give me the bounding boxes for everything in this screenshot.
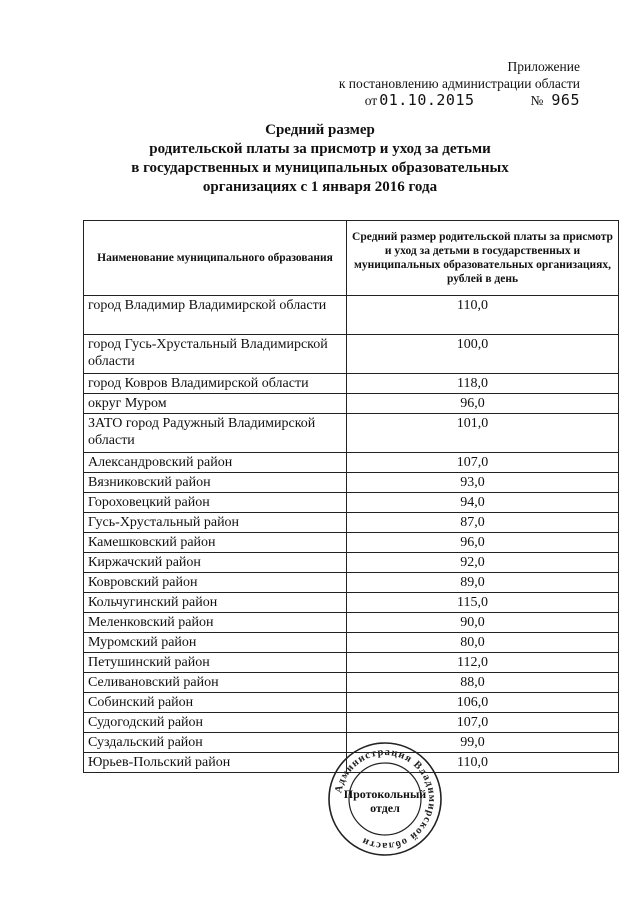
table-body	[84, 296, 619, 773]
fee-value: 80,0	[347, 633, 619, 653]
table-row	[84, 374, 619, 394]
table-row	[84, 653, 619, 673]
table-row	[84, 453, 619, 473]
municipality-name: Селивановский район	[84, 673, 347, 693]
attachment-date-number	[339, 92, 580, 109]
title-line-3: в государственных и муниципальных образовательных	[131, 160, 509, 176]
table-row	[84, 633, 619, 653]
municipality-name: Гусь-Хрустальный район	[84, 513, 347, 533]
table-row	[84, 693, 619, 713]
fee-value: 101,0	[347, 414, 619, 453]
table-row	[84, 394, 619, 414]
fee-value: 88,0	[347, 673, 619, 693]
title-line-1: Средний размер	[265, 122, 375, 138]
fee-value: 110,0	[347, 753, 619, 773]
table-row	[84, 593, 619, 613]
fee-value: 115,0	[347, 593, 619, 613]
municipality-name: Киржачский район	[84, 553, 347, 573]
date-prefix: от	[364, 93, 378, 108]
municipality-name: Меленковский район	[84, 613, 347, 633]
header-municipality: Наименование муниципального образования	[84, 221, 347, 296]
fee-value: 99,0	[347, 733, 619, 753]
handwritten-number: 965	[551, 91, 580, 109]
attachment-title: Приложение	[507, 59, 580, 74]
fee-value: 96,0	[347, 394, 619, 414]
fee-value: 96,0	[347, 533, 619, 553]
table-row	[84, 613, 619, 633]
fee-value: 90,0	[347, 613, 619, 633]
fee-value: 107,0	[347, 453, 619, 473]
stamp-line-1: Протокольный	[343, 787, 427, 801]
municipality-name: Кольчугинский район	[84, 593, 347, 613]
municipality-name: Камешковский район	[84, 533, 347, 553]
table-row	[84, 713, 619, 733]
fee-value: 106,0	[347, 693, 619, 713]
table-row	[84, 335, 619, 374]
table-header-row	[84, 221, 619, 296]
title-line-2: родительской платы за присмотр и уход за детьми	[149, 141, 491, 157]
fee-value: 92,0	[347, 553, 619, 573]
table-row	[84, 473, 619, 493]
title-line-4: организациях с 1 января 2016 года	[202, 179, 438, 195]
municipality-name: город Ковров Владимирской области	[84, 374, 347, 394]
svg-text:Администрация Владимирской обл: Администрация Владимирской области	[333, 746, 438, 852]
municipality-name: Юрьев-Польский район	[84, 753, 347, 773]
municipality-name: Собинский район	[84, 693, 347, 713]
table-row	[84, 573, 619, 593]
fee-value: 110,0	[347, 296, 619, 335]
fee-value: 107,0	[347, 713, 619, 733]
municipality-name: ЗАТО город Радужный Владимирской области	[84, 414, 347, 453]
table-row	[84, 673, 619, 693]
fees-table	[83, 220, 619, 773]
stamp-center	[337, 787, 433, 815]
fee-value: 87,0	[347, 513, 619, 533]
number-label: №	[530, 93, 544, 108]
fee-value: 100,0	[347, 335, 619, 374]
table-row	[84, 493, 619, 513]
attachment-reference: к постановлению администрации области	[338, 76, 580, 91]
stamp-line-2: отдел	[370, 801, 400, 815]
attachment-header	[339, 58, 580, 109]
fee-value: 94,0	[347, 493, 619, 513]
municipality-name: округ Муром	[84, 394, 347, 414]
municipality-name: Петушинский район	[84, 653, 347, 673]
municipality-name: Судогодский район	[84, 713, 347, 733]
municipality-name: Вязниковский район	[84, 473, 347, 493]
municipality-name: город Гусь-Хрустальный Владимирской области	[84, 335, 347, 374]
handwritten-date: 01.10.2015	[379, 91, 475, 109]
header-fee: Средний размер родительской платы за присмотр и уход за детьми в государственных и муниципальных образовательных организациях, рублей в день	[347, 221, 619, 296]
fee-value: 112,0	[347, 653, 619, 673]
municipality-name: Суздальский район	[84, 733, 347, 753]
fee-value: 118,0	[347, 374, 619, 394]
municipality-name: Александровский район	[84, 453, 347, 473]
municipality-name: Муромский район	[84, 633, 347, 653]
fee-value: 89,0	[347, 573, 619, 593]
document-title	[0, 121, 640, 197]
municipality-name: Ковровский район	[84, 573, 347, 593]
table-row	[84, 414, 619, 453]
municipality-name: Гороховецкий район	[84, 493, 347, 513]
table-row	[84, 553, 619, 573]
fee-value: 93,0	[347, 473, 619, 493]
table-row	[84, 296, 619, 335]
municipality-name: город Владимир Владимирской области	[84, 296, 347, 335]
table-row	[84, 513, 619, 533]
table-row	[84, 533, 619, 553]
